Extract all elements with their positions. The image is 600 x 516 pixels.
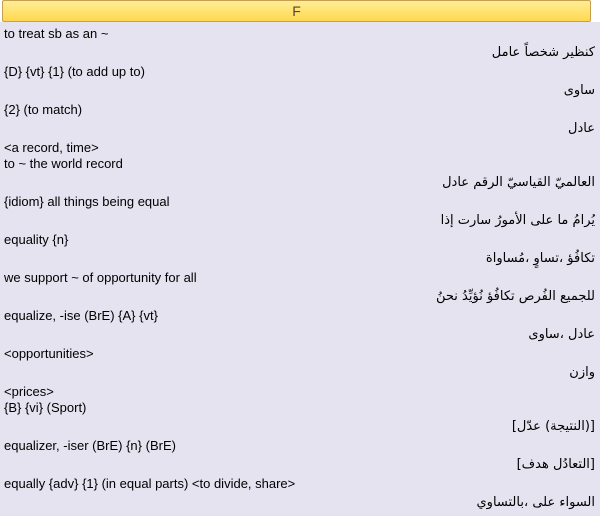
arabic-word: تكافُؤ: [567, 251, 595, 266]
entry-line-en: {2} (to match): [4, 102, 83, 117]
arabic-word: على: [532, 495, 556, 510]
entry-line-en: {D} {vt} {1} (to add up to): [4, 64, 145, 79]
arabic-word: مُساواة: [485, 251, 526, 266]
entry-line-ar: ساوى، عادل: [528, 327, 595, 342]
arabic-word: السواء: [559, 495, 595, 510]
arabic-word: للجميع: [559, 289, 595, 304]
arabic-word: كنظير: [563, 45, 595, 60]
entry-line-en: {B} {vi} (Sport): [4, 400, 87, 415]
arabic-word: وازن: [569, 365, 595, 380]
entry-line-en: equalize, -ise (BrE) {A} {vt}: [4, 308, 158, 323]
arabic-word: تكافُؤ: [486, 289, 515, 304]
entry-line-ar: [0, 365, 600, 381]
entry-line-en: <opportunities>: [4, 346, 94, 361]
arabic-word: هدف: [521, 457, 549, 472]
entry-line-ar: [0, 289, 600, 305]
entry-line-en: equality {n}: [4, 232, 69, 247]
entry-line-en: we support ~ of opportunity for all: [4, 270, 197, 285]
section-letter: F: [292, 3, 301, 19]
entry-line-en: to ~ the world record: [4, 156, 123, 171]
arabic-word: على: [530, 213, 554, 228]
arabic-word: الرقم: [473, 175, 503, 190]
arabic-word: عدّل: [516, 419, 541, 434]
entry-line-ar: بالتساوي، على السواء: [476, 495, 595, 510]
arabic-word: عامل: [491, 45, 521, 60]
arabic-word: ساوى: [528, 327, 560, 342]
entry-line-en: to treat sb as an ~: [4, 26, 109, 41]
arabic-word: القياسيّ: [506, 175, 551, 190]
entry-list: [0, 22, 600, 516]
entry-line-ar: مُساواة، تساوٍ، تكافُؤ: [485, 251, 595, 266]
arabic-word: تساوٍ: [533, 251, 559, 266]
arabic-word: الأمورُ: [495, 213, 527, 228]
section-header-bar: [2, 0, 591, 22]
entry-line-ar: [0, 45, 600, 61]
entry-line-en: equally {adv} {1} (in equal parts) <to divide, share>: [4, 476, 296, 491]
entry-line-en: {idiom} all things being equal: [4, 194, 170, 209]
arabic-word: عادل: [568, 327, 595, 342]
arabic-word: بالتساوي: [476, 495, 524, 510]
arabic-word: عادل: [442, 175, 470, 190]
entry-line-en: <a record, time>: [4, 140, 99, 155]
arabic-word: إذا: [440, 213, 454, 228]
arabic-word: الفُرص: [518, 289, 556, 304]
entry-line-en: equalizer, -iser (BrE) {n} (BrE): [4, 438, 176, 453]
arabic-word: ساوى: [563, 83, 595, 98]
arabic-word: عادل: [568, 121, 595, 136]
header-row: [0, 0, 600, 22]
arabic-word: شخصاً: [524, 45, 559, 60]
entry-line-ar: [0, 121, 600, 137]
arabic-word: التعادُل: [552, 457, 590, 472]
entry-line-en: <prices>: [4, 384, 54, 399]
entry-line-ar: [0, 83, 600, 99]
entry-line-ar: [عدّل (النتيجة)]: [511, 419, 595, 434]
arabic-word: ما: [557, 213, 569, 228]
entry-line-ar: [هدف التعادُل]: [516, 457, 595, 472]
arabic-word: يُرامُ: [572, 213, 595, 228]
arabic-word: نُؤيِّدُ: [462, 289, 483, 304]
entry-line-ar: [0, 213, 600, 229]
arabic-word: النتيجة: [550, 419, 585, 434]
arabic-word: سارت: [457, 213, 492, 228]
entry-line-ar: [0, 175, 600, 191]
arabic-word: نحنُ: [435, 289, 458, 304]
arabic-word: العالميّ: [554, 175, 595, 190]
